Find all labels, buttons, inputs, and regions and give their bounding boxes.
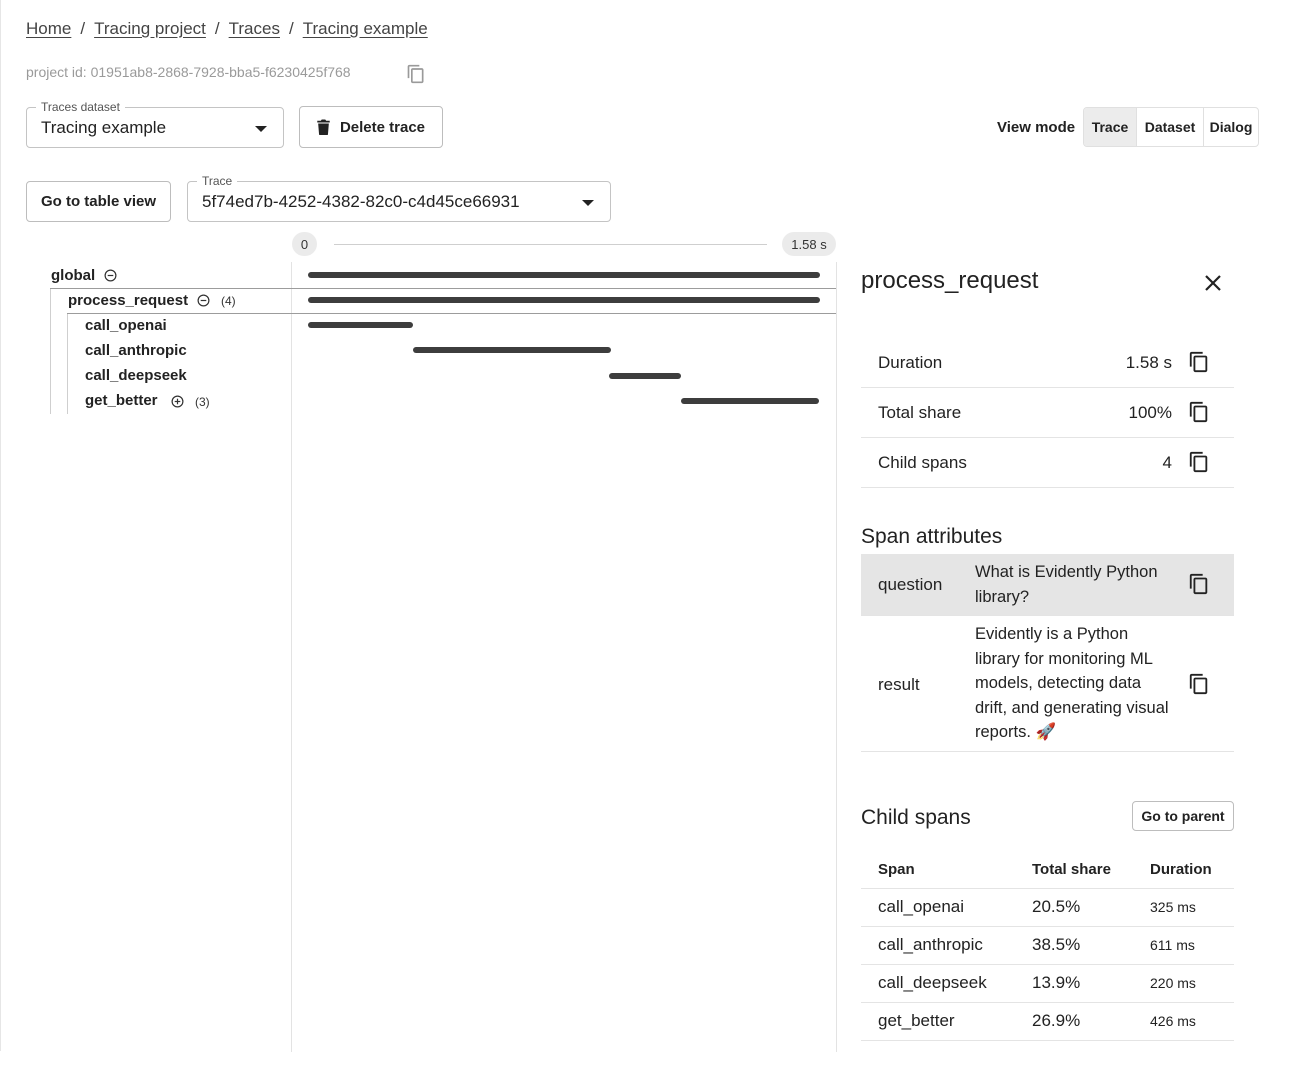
dropdown-arrow-icon: [255, 126, 267, 132]
span-bar-call-openai[interactable]: [308, 322, 413, 328]
child-count: (3): [195, 395, 210, 409]
breadcrumb-tracing-project[interactable]: Tracing project: [94, 19, 206, 38]
span-global[interactable]: global: [51, 267, 96, 284]
span-bar-call-anthropic[interactable]: [413, 347, 611, 353]
table-row[interactable]: [861, 1002, 1234, 1040]
collapse-icon[interactable]: [104, 269, 117, 282]
tree-guide-line: [67, 313, 68, 414]
span-attributes-title: Span attributes: [861, 525, 1003, 548]
stat-label: Child spans: [878, 453, 967, 472]
project-id: project id: 01951ab8-2868-7928-bba5-f6230425f768: [26, 64, 351, 80]
attribute-value: What is Evidently Python library?: [975, 563, 1158, 606]
breadcrumb-separator: /: [80, 19, 86, 38]
copy-total-share-button[interactable]: [1188, 401, 1210, 423]
attribute-key: question: [878, 575, 943, 594]
view-mode-label: View mode: [997, 119, 1076, 136]
copy-child-spans-button[interactable]: [1188, 451, 1210, 473]
collapse-icon[interactable]: [197, 294, 210, 307]
panel-divider: [836, 262, 837, 1052]
view-mode-dataset[interactable]: Dataset: [1137, 108, 1204, 146]
cell-span: call_deepseek: [861, 964, 1032, 1002]
span-call-openai[interactable]: call_openai: [85, 317, 167, 334]
span-get-better[interactable]: get_better: [85, 392, 158, 409]
detail-title: process_request: [861, 267, 1039, 294]
timeline-axis-line: [334, 244, 767, 245]
child-count: (4): [221, 294, 236, 308]
go-to-parent-button[interactable]: Go to parent: [1132, 801, 1234, 831]
view-mode-dialog[interactable]: Dialog: [1209, 119, 1253, 135]
cell-duration: 426 ms: [1150, 1002, 1234, 1040]
close-icon[interactable]: [1203, 273, 1223, 293]
trace-select-label: Trace: [197, 173, 237, 189]
trace-select[interactable]: [187, 174, 611, 222]
span-bar-global[interactable]: [308, 272, 820, 278]
breadcrumb-tracing-example[interactable]: Tracing example: [302, 19, 428, 38]
copy-icon: [1188, 401, 1210, 423]
traces-dataset-value: Tracing example: [41, 118, 167, 137]
copy-result-button[interactable]: [1188, 673, 1210, 695]
trash-icon: [317, 119, 330, 135]
table-row[interactable]: [861, 926, 1234, 964]
tree-divider: [291, 262, 292, 1052]
attribute-value: Evidently is a Python library for monitoring ML models, detecting data drift, and generating visual reports. 🚀: [975, 625, 1169, 742]
trace-select-value: 5f74ed7b-4252-4382-82c0-c4d45ce66931: [202, 192, 520, 211]
copy-icon: [1188, 573, 1210, 595]
cell-share: 38.5%: [1032, 926, 1150, 964]
column-header-duration: Duration: [1150, 851, 1234, 888]
delete-trace-button[interactable]: [299, 106, 443, 148]
copy-icon: [1188, 673, 1210, 695]
child-spans-title: Child spans: [861, 806, 971, 829]
copy-project-id-button[interactable]: [405, 63, 427, 85]
cell-span: get_better: [861, 1002, 1032, 1040]
stat-value: 1.58 s: [1125, 353, 1172, 372]
table-row[interactable]: [861, 964, 1234, 1002]
copy-duration-button[interactable]: [1188, 351, 1210, 373]
view-mode-trace[interactable]: Trace: [1084, 108, 1137, 146]
go-to-table-view-button[interactable]: Go to table view: [26, 181, 171, 222]
expand-icon[interactable]: [171, 395, 184, 408]
span-process-request[interactable]: process_request: [68, 292, 189, 309]
delete-trace-label: Delete trace: [339, 118, 426, 136]
cell-span: call_anthropic: [861, 926, 1032, 964]
stat-value: 100%: [1128, 403, 1172, 422]
column-header-total-share: Total share: [1032, 851, 1150, 888]
stat-value: 4: [1162, 453, 1172, 472]
row-separator: [67, 313, 836, 314]
copy-icon: [1188, 351, 1210, 373]
stat-label: Duration: [878, 353, 943, 372]
span-call-anthropic[interactable]: call_anthropic: [85, 342, 187, 359]
tree-guide-line: [50, 288, 51, 414]
page-left-border: [0, 0, 1, 1051]
copy-icon: [406, 64, 426, 84]
breadcrumb-home[interactable]: Home: [26, 19, 72, 38]
attribute-row-result: [861, 616, 1234, 752]
copy-icon: [1188, 451, 1210, 473]
stat-label: Total share: [878, 403, 962, 422]
breadcrumb-traces[interactable]: Traces: [228, 19, 280, 38]
row-separator: [50, 288, 836, 289]
column-header-span: Span: [861, 851, 1032, 888]
cell-span: call_openai: [861, 888, 1032, 926]
child-spans-table: [861, 851, 1234, 1041]
cell-share: 20.5%: [1032, 888, 1150, 926]
stat-row-child-spans: [861, 438, 1234, 488]
cell-duration: 220 ms: [1150, 964, 1234, 1002]
table-header-row: [861, 851, 1234, 888]
breadcrumb: [26, 19, 428, 39]
span-bar-get-better[interactable]: [681, 398, 819, 404]
cell-duration: 325 ms: [1150, 888, 1234, 926]
dropdown-arrow-icon: [582, 200, 594, 206]
attribute-row-question: [861, 554, 1234, 616]
breadcrumb-separator: /: [288, 19, 294, 38]
attribute-key: result: [878, 675, 920, 694]
timeline-end-label: 1.58 s: [782, 232, 836, 256]
table-row[interactable]: [861, 888, 1234, 926]
stat-row-duration: [861, 338, 1234, 388]
breadcrumb-separator: /: [214, 19, 220, 38]
timeline-start-label: 0: [292, 232, 317, 256]
stat-row-total-share: [861, 388, 1234, 438]
cell-duration: 611 ms: [1150, 926, 1234, 964]
span-call-deepseek[interactable]: call_deepseek: [85, 367, 187, 384]
span-bar-process-request[interactable]: [308, 297, 820, 303]
copy-question-button[interactable]: [1188, 573, 1210, 595]
cell-share: 13.9%: [1032, 964, 1150, 1002]
traces-dataset-select[interactable]: [26, 100, 284, 148]
view-mode-toggle-group: [1083, 107, 1259, 147]
cell-share: 26.9%: [1032, 1002, 1150, 1040]
traces-dataset-label: Traces dataset: [36, 99, 125, 115]
span-bar-call-deepseek[interactable]: [609, 373, 680, 379]
